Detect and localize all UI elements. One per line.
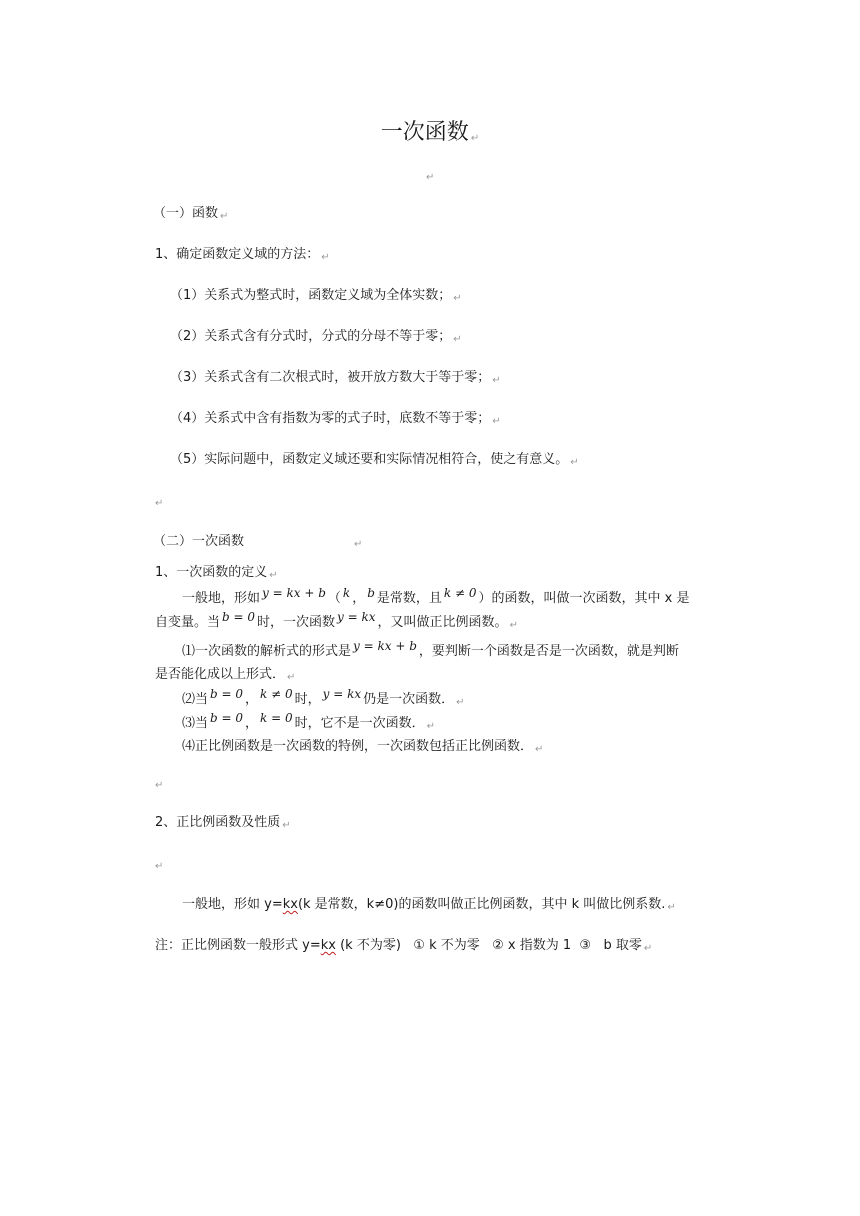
paragraph-mark-icon: ↵	[287, 672, 296, 683]
definition-line: 一般地，形如 y = kx + b （ k ， b 是常数，且 k ≠ 0 ）的函数，叫做一次函数，其中 x 是	[182, 586, 690, 606]
rule-item: （5）实际问题中，函数定义域还要和实际情况相符合，使之有意义。 ↵	[170, 452, 579, 468]
paragraph-mark-icon: ↵	[453, 334, 462, 345]
rule-item: （4）关系式中含有指数为零的式子时，底数不等于零； ↵	[170, 411, 501, 427]
formula: k ≠ 0	[260, 687, 293, 701]
paragraph-mark-icon: ↵	[570, 457, 579, 468]
rule-item: （3）关系式含有二次根式时，被开放方数大于等于零； ↵	[170, 370, 501, 386]
note-line: ⑷正比例函数是一次函数的特例，一次函数包括正比例函数． ↵	[182, 739, 544, 755]
paragraph-mark-icon: ↵	[667, 902, 676, 913]
formula: y = kx + b	[353, 639, 417, 653]
formula: b = 0	[222, 610, 256, 624]
document-title: 一次函数 ↵	[380, 120, 480, 145]
paragraph-mark-icon: ↵	[426, 172, 435, 183]
property-line: 一般地，形如 y=kx(k 是常数，k≠0)的函数叫做正比例函数，其中 k 叫做比例系数. ↵	[182, 897, 676, 913]
paragraph-mark-icon: ↵	[269, 570, 278, 581]
note-line: 是否能化成以上形式． ↵	[155, 667, 296, 683]
remark-line: 注：正比例函数一般形式 y=kx (k 不为零) ① k 不为零 ② x 指数为 1 ③ b 取零 ↵	[155, 938, 653, 954]
list-item-heading: 2、正比例函数及性质 ↵	[155, 815, 291, 831]
empty-paragraph	[153, 855, 163, 876]
rule-item: （2）关系式含有分式时，分式的分母不等于零； ↵	[170, 329, 462, 345]
paragraph-mark-icon: ↵	[426, 721, 436, 732]
paragraph-mark-icon: ↵	[155, 780, 164, 791]
paragraph-mark-icon: ↵	[453, 293, 462, 304]
paragraph-mark-icon: ↵	[456, 697, 465, 708]
formula: y = kx	[322, 687, 362, 701]
formula: y = kx	[337, 610, 376, 624]
note-line: ⑶当 b = 0 ， k = 0 时，它不是一次函数． ↵	[182, 711, 436, 732]
definition-line: 自变量。当 b = 0 时，一次函数 y = kx ，又叫做正比例函数。 ↵	[155, 610, 518, 631]
note-line: ⑵当 b = 0 ， k ≠ 0 时， y = kx 仍是一次函数． ↵	[182, 687, 465, 708]
paragraph-mark-icon: ↵	[321, 252, 330, 263]
empty-paragraph	[153, 774, 163, 795]
paragraph-mark-icon: ↵	[492, 416, 501, 427]
formula: k ≠ 0	[443, 586, 477, 600]
formula: k = 0	[260, 711, 293, 725]
formula: y = kx + b	[262, 586, 326, 600]
paragraph-mark-icon: ↵	[492, 375, 501, 386]
note-line: ⑴一次函数的解析式的形式是 y = kx + b ，要判断一个函数是否是一次函数，就是判断	[182, 639, 679, 659]
formula: b	[367, 586, 375, 600]
paragraph-mark-icon: ↵	[155, 498, 164, 509]
paragraph-mark-icon: ↵	[470, 133, 480, 144]
list-item-heading: 1、确定函数定义域的方法： ↵	[155, 247, 330, 263]
paragraph-mark-icon: ↵	[643, 943, 653, 954]
paragraph-mark-icon: ↵	[535, 744, 544, 755]
section-heading: （一）函数 ↵	[153, 206, 229, 222]
rule-item: （1）关系式为整式时，函数定义域为全体实数； ↵	[170, 288, 462, 304]
paragraph-mark-icon: ↵	[282, 820, 291, 831]
section-heading: （二）一次函数 ↵	[153, 534, 363, 550]
empty-paragraph	[424, 166, 434, 187]
spellcheck-word: kx	[320, 938, 336, 953]
formula: k	[342, 586, 351, 600]
list-item-heading: 1、一次函数的定义 ↵	[155, 565, 278, 581]
empty-paragraph	[153, 492, 163, 513]
paragraph-mark-icon: ↵	[354, 539, 363, 550]
paragraph-mark-icon: ↵	[220, 211, 229, 222]
formula: b = 0	[210, 687, 244, 701]
formula: b = 0	[210, 711, 244, 725]
spellcheck-word: kx	[282, 897, 298, 912]
paragraph-mark-icon: ↵	[509, 620, 518, 631]
paragraph-mark-icon: ↵	[155, 861, 164, 872]
